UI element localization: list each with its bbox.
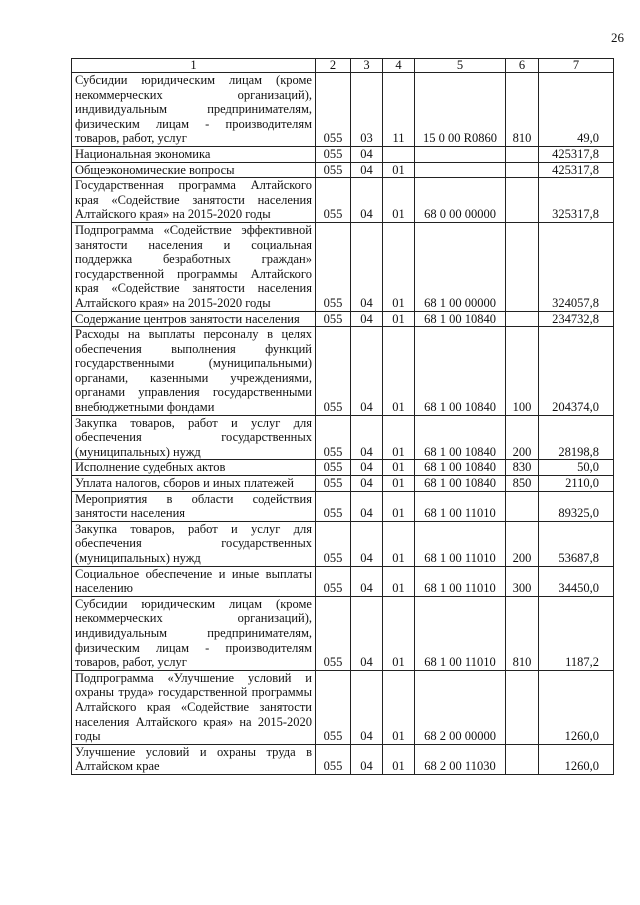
row-amount: 53687,8: [539, 521, 614, 566]
row-expense-type: [506, 222, 539, 311]
row-subsection-code: 01: [383, 162, 415, 178]
row-section-code: 04: [351, 162, 383, 178]
row-ministry-code: 055: [316, 521, 351, 566]
row-name: Подпрограмма «Содействие эффективной занятости населения и социальная поддержка безработных граждан» государственной программы Алтайского края «Содействие занятости населения Алтайского края» на 2015-2020 годы: [72, 222, 316, 311]
row-ministry-code: 055: [316, 222, 351, 311]
table-row: [72, 670, 614, 744]
header-cell: 5: [415, 59, 506, 73]
row-amount: 1187,2: [539, 596, 614, 670]
header-cell: 1: [72, 59, 316, 73]
row-section-code: 04: [351, 146, 383, 162]
table-row: [72, 327, 614, 416]
row-amount: 1260,0: [539, 670, 614, 744]
row-subsection-code: 01: [383, 744, 415, 774]
row-target-code: 68 1 00 11010: [415, 566, 506, 596]
row-name: Закупка товаров, работ и услуг для обеспечения государственных (муниципальных) нужд: [72, 415, 316, 460]
row-expense-type: 200: [506, 415, 539, 460]
row-name: Улучшение условий и охраны труда в Алтайском крае: [72, 744, 316, 774]
row-name: Общеэкономические вопросы: [72, 162, 316, 178]
row-section-code: 04: [351, 670, 383, 744]
header-row: [72, 59, 614, 73]
row-ministry-code: 055: [316, 146, 351, 162]
table-row: [72, 222, 614, 311]
table-row: [72, 73, 614, 147]
row-expense-type: [506, 178, 539, 223]
table-row: [72, 491, 614, 521]
row-target-code: 68 0 00 00000: [415, 178, 506, 223]
row-target-code: 68 1 00 10840: [415, 460, 506, 476]
table-row: [72, 415, 614, 460]
row-expense-type: [506, 670, 539, 744]
row-amount: 50,0: [539, 460, 614, 476]
row-ministry-code: 055: [316, 491, 351, 521]
row-subsection-code: 01: [383, 460, 415, 476]
row-ministry-code: 055: [316, 178, 351, 223]
row-expense-type: 810: [506, 73, 539, 147]
row-amount: 1260,0: [539, 744, 614, 774]
table-row: [72, 476, 614, 492]
row-subsection-code: 01: [383, 566, 415, 596]
row-subsection-code: 01: [383, 670, 415, 744]
row-subsection-code: 01: [383, 596, 415, 670]
row-ministry-code: 055: [316, 327, 351, 416]
row-ministry-code: 055: [316, 311, 351, 327]
row-target-code: 68 1 00 00000: [415, 222, 506, 311]
row-name: Расходы на выплаты персоналу в целях обеспечения выполнения функций государственными (муниципальными) органами, казенными учреждениями, органами управления государственными внебюджетными фондами: [72, 327, 316, 416]
row-ministry-code: 055: [316, 73, 351, 147]
header-cell: 6: [506, 59, 539, 73]
row-subsection-code: 11: [383, 73, 415, 147]
row-target-code: 68 1 00 10840: [415, 327, 506, 416]
table-row: [72, 460, 614, 476]
row-subsection-code: 01: [383, 521, 415, 566]
row-section-code: 04: [351, 460, 383, 476]
row-subsection-code: 01: [383, 311, 415, 327]
row-expense-type: [506, 744, 539, 774]
row-subsection-code: [383, 146, 415, 162]
row-expense-type: 850: [506, 476, 539, 492]
row-amount: 34450,0: [539, 566, 614, 596]
row-section-code: 04: [351, 222, 383, 311]
row-section-code: 04: [351, 476, 383, 492]
row-name: Субсидии юридическим лицам (кроме некоммерческих организаций), индивидуальным предпринимателям, физическим лицам - производителям товаров, работ, услуг: [72, 73, 316, 147]
row-section-code: 04: [351, 566, 383, 596]
row-amount: 325317,8: [539, 178, 614, 223]
row-section-code: 04: [351, 311, 383, 327]
row-amount: 204374,0: [539, 327, 614, 416]
row-expense-type: 200: [506, 521, 539, 566]
row-amount: 234732,8: [539, 311, 614, 327]
row-subsection-code: 01: [383, 491, 415, 521]
table-row: [72, 566, 614, 596]
row-name: Субсидии юридическим лицам (кроме некоммерческих организаций), индивидуальным предпринимателям, физическим лицам - производителям товаров, работ, услуг: [72, 596, 316, 670]
page-number: 26: [611, 30, 624, 45]
row-amount: 49,0: [539, 73, 614, 147]
row-amount: 324057,8: [539, 222, 614, 311]
row-target-code: [415, 146, 506, 162]
row-subsection-code: 01: [383, 415, 415, 460]
row-expense-type: 300: [506, 566, 539, 596]
row-target-code: 68 2 00 11030: [415, 744, 506, 774]
budget-table-body: [72, 59, 614, 775]
row-ministry-code: 055: [316, 670, 351, 744]
row-ministry-code: 055: [316, 744, 351, 774]
row-subsection-code: 01: [383, 222, 415, 311]
row-target-code: 68 1 00 11010: [415, 491, 506, 521]
row-expense-type: [506, 146, 539, 162]
row-section-code: 03: [351, 73, 383, 147]
table-row: [72, 146, 614, 162]
row-name: Социальное обеспечение и иные выплаты населению: [72, 566, 316, 596]
row-name: Государственная программа Алтайского края «Содействие занятости населения Алтайского края» на 2015-2020 годы: [72, 178, 316, 223]
row-target-code: [415, 162, 506, 178]
row-subsection-code: 01: [383, 327, 415, 416]
row-name: Национальная экономика: [72, 146, 316, 162]
row-expense-type: 810: [506, 596, 539, 670]
row-subsection-code: 01: [383, 178, 415, 223]
row-target-code: 68 1 00 11010: [415, 521, 506, 566]
row-section-code: 04: [351, 327, 383, 416]
header-cell: 4: [383, 59, 415, 73]
table-row: [72, 162, 614, 178]
row-ministry-code: 055: [316, 476, 351, 492]
row-amount: 425317,8: [539, 146, 614, 162]
row-amount: 425317,8: [539, 162, 614, 178]
row-target-code: 68 2 00 00000: [415, 670, 506, 744]
row-name: Содержание центров занятости населения: [72, 311, 316, 327]
row-section-code: 04: [351, 596, 383, 670]
header-cell: 2: [316, 59, 351, 73]
row-ministry-code: 055: [316, 162, 351, 178]
row-section-code: 04: [351, 744, 383, 774]
row-section-code: 04: [351, 521, 383, 566]
row-expense-type: [506, 162, 539, 178]
budget-table: [71, 58, 614, 775]
row-section-code: 04: [351, 415, 383, 460]
header-cell: 7: [539, 59, 614, 73]
table-row: [72, 596, 614, 670]
row-expense-type: [506, 311, 539, 327]
row-amount: 89325,0: [539, 491, 614, 521]
row-section-code: 04: [351, 491, 383, 521]
row-subsection-code: 01: [383, 476, 415, 492]
row-name: Подпрограмма «Улучшение условий и охраны труда» государственной программы Алтайского края «Содействие занятости населения Алтайского края» на 2015-2020 годы: [72, 670, 316, 744]
row-amount: 28198,8: [539, 415, 614, 460]
row-ministry-code: 055: [316, 460, 351, 476]
row-target-code: 68 1 00 10840: [415, 476, 506, 492]
row-target-code: 68 1 00 11010: [415, 596, 506, 670]
row-expense-type: 100: [506, 327, 539, 416]
row-name: Закупка товаров, работ и услуг для обеспечения государственных (муниципальных) нужд: [72, 521, 316, 566]
table-row: [72, 311, 614, 327]
row-expense-type: [506, 491, 539, 521]
row-ministry-code: 055: [316, 566, 351, 596]
row-name: Мероприятия в области содействия занятости населения: [72, 491, 316, 521]
row-target-code: 68 1 00 10840: [415, 311, 506, 327]
row-ministry-code: 055: [316, 596, 351, 670]
table-row: [72, 744, 614, 774]
row-target-code: 15 0 00 R0860: [415, 73, 506, 147]
table-row: [72, 178, 614, 223]
header-cell: 3: [351, 59, 383, 73]
row-section-code: 04: [351, 178, 383, 223]
row-ministry-code: 055: [316, 415, 351, 460]
table-row: [72, 521, 614, 566]
row-name: Уплата налогов, сборов и иных платежей: [72, 476, 316, 492]
row-name: Исполнение судебных актов: [72, 460, 316, 476]
row-target-code: 68 1 00 10840: [415, 415, 506, 460]
row-expense-type: 830: [506, 460, 539, 476]
row-amount: 2110,0: [539, 476, 614, 492]
